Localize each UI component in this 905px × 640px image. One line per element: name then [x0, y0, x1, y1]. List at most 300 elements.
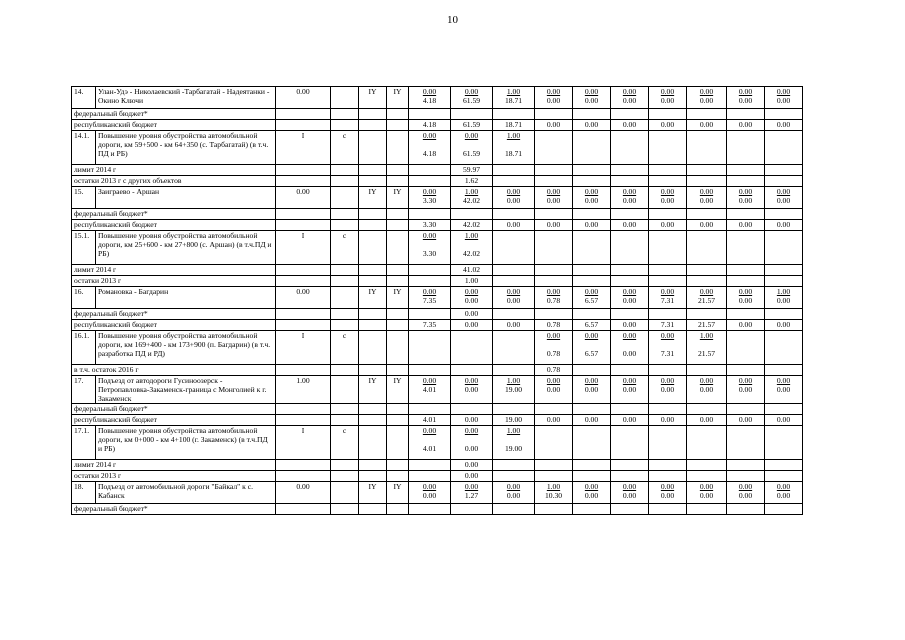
empty-cell	[359, 265, 387, 276]
empty-cell	[387, 426, 409, 460]
republic-budget-value: 0.00	[649, 220, 687, 231]
road-length: 1.00	[276, 376, 331, 404]
value-bottom: 0.00	[506, 196, 521, 205]
empty-cell	[359, 131, 387, 165]
republic-budget-value: 0.00	[727, 220, 765, 231]
empty-cell	[409, 404, 451, 415]
empty-cell	[493, 176, 535, 187]
empty-cell	[727, 404, 765, 415]
empty-cell	[611, 504, 649, 515]
value-bottom: 21.57	[697, 349, 716, 358]
empty-cell	[535, 504, 573, 515]
table-row	[72, 365, 803, 376]
empty-cell	[573, 471, 611, 482]
value-cell	[649, 376, 687, 404]
value-top: 0.00	[660, 331, 675, 340]
republic-budget-value: 0.00	[611, 220, 649, 231]
value-top: 0.00	[506, 287, 521, 296]
table-row	[72, 109, 803, 120]
value-top: 0.00	[622, 482, 637, 491]
table-row	[72, 460, 803, 471]
value-bottom: 4.18	[422, 96, 437, 105]
empty-cell	[611, 365, 649, 376]
category-a: IY	[359, 87, 387, 109]
table-row	[72, 504, 803, 515]
table-row	[72, 176, 803, 187]
subrow-number: 17.1.	[72, 426, 96, 460]
empty-cell	[535, 460, 573, 471]
remainder-label: в т.ч. остаток 2016 г	[72, 365, 276, 376]
republic-budget-value: 0.00	[687, 415, 727, 426]
road-length: 0.00	[276, 87, 331, 109]
value-bottom: 0.00	[699, 96, 714, 105]
empty-cell	[387, 176, 409, 187]
value-cell	[573, 331, 611, 365]
empty-cell	[276, 320, 331, 331]
value-top: 0.00	[738, 287, 753, 296]
value-cell	[765, 287, 803, 309]
value-top: 0.00	[506, 187, 521, 196]
empty-cell	[727, 426, 765, 460]
empty-cell	[331, 504, 359, 515]
republic-budget-value: 6.57	[573, 320, 611, 331]
empty-cell	[359, 309, 387, 320]
category-b: IY	[387, 287, 409, 309]
republic-budget-value: 21.57	[687, 320, 727, 331]
empty-cell	[359, 365, 387, 376]
empty-cell	[387, 131, 409, 165]
empty-cell	[687, 276, 727, 287]
value-cell	[611, 287, 649, 309]
republic-budget-value: 42.02	[451, 220, 493, 231]
republic-budget-value: 18.71	[493, 120, 535, 131]
empty-cell	[409, 209, 451, 220]
empty-cell	[765, 426, 803, 460]
empty-cell	[611, 265, 649, 276]
value-bottom: 6.57	[584, 296, 599, 305]
empty-cell	[359, 426, 387, 460]
republic-budget-value: 0.00	[535, 415, 573, 426]
subrow-type: I	[276, 331, 331, 365]
value-cell	[573, 482, 611, 504]
road-length: 0.00	[276, 287, 331, 309]
value-bottom: 61.59	[462, 96, 481, 105]
value-top: 0.00	[546, 376, 561, 385]
value-cell	[493, 131, 535, 165]
value-bottom: 0.00	[699, 385, 714, 394]
road-name: Заиграево - Аршан	[96, 187, 276, 209]
value-top: 0.00	[699, 376, 714, 385]
table-row	[72, 220, 803, 231]
value-bottom: 0.00	[622, 349, 637, 358]
empty-cell	[409, 331, 451, 365]
value-cell	[573, 187, 611, 209]
empty-cell	[359, 165, 387, 176]
value-bottom: 0.00	[464, 385, 479, 394]
value-cell	[611, 482, 649, 504]
value-bottom: 21.57	[697, 296, 716, 305]
empty-cell	[649, 471, 687, 482]
value-cell	[409, 426, 451, 460]
table-row	[72, 376, 803, 404]
value-bottom: 0.00	[738, 385, 753, 394]
road-name: Подъезд от автодороги Гусиноозерск - Петропавловка-Закаменск-граница с Монголией к г. Закаменск	[96, 376, 276, 404]
category-a: IY	[359, 287, 387, 309]
empty-cell	[649, 276, 687, 287]
empty-cell	[765, 365, 803, 376]
value-bottom: 0.00	[776, 385, 791, 394]
empty-cell	[387, 504, 409, 515]
value-bottom: 4.18	[422, 149, 437, 158]
federal-budget-label: федеральный бюджет*	[72, 209, 276, 220]
republic-budget-value: 0.00	[765, 120, 803, 131]
federal-budget-label: федеральный бюджет*	[72, 109, 276, 120]
empty-cell	[409, 176, 451, 187]
value-top: 1.00	[464, 187, 479, 196]
value-cell	[451, 482, 493, 504]
value-cell	[727, 482, 765, 504]
empty-cell	[765, 309, 803, 320]
row-number: 16.	[72, 287, 96, 309]
empty-cell	[276, 415, 331, 426]
empty-cell	[359, 460, 387, 471]
value-top: 0.00	[584, 376, 599, 385]
value-top: 0.00	[546, 87, 561, 96]
republic-budget-value: 3.30	[409, 220, 451, 231]
empty-cell	[765, 504, 803, 515]
empty-cell	[409, 109, 451, 120]
limit-label: лимит 2014 г	[72, 460, 276, 471]
empty-cell	[727, 331, 765, 365]
value-bottom: 42.02	[462, 249, 481, 258]
empty-cell	[493, 109, 535, 120]
row-number: 18.	[72, 482, 96, 504]
value-cell	[649, 287, 687, 309]
table-row	[72, 287, 803, 309]
limit-value: 59.97	[451, 165, 493, 176]
value-top: 1.00	[776, 287, 791, 296]
value-cell	[451, 87, 493, 109]
value-cell	[765, 187, 803, 209]
value-top: 0.00	[422, 131, 437, 140]
empty-cell	[359, 331, 387, 365]
empty-cell	[331, 415, 359, 426]
empty-cell	[409, 471, 451, 482]
value-bottom: 0.00	[776, 491, 791, 500]
value-top: 0.00	[660, 376, 675, 385]
category-b: IY	[387, 87, 409, 109]
empty-cell	[649, 426, 687, 460]
limit-label: лимит 2014 г	[72, 165, 276, 176]
value-cell	[687, 287, 727, 309]
value-bottom: 0.00	[546, 96, 561, 105]
table-row	[72, 120, 803, 131]
empty-cell	[649, 165, 687, 176]
value-cell	[535, 287, 573, 309]
value-cell	[535, 482, 573, 504]
value-bottom: 3.30	[422, 196, 437, 205]
value-bottom: 4.01	[422, 385, 437, 394]
empty-cell	[535, 165, 573, 176]
value-top: 1.00	[699, 331, 714, 340]
empty-cell	[535, 404, 573, 415]
federal-budget-label: федеральный бюджет*	[72, 309, 276, 320]
empty-cell	[573, 131, 611, 165]
table-row	[72, 471, 803, 482]
republic-budget-value: 0.00	[687, 220, 727, 231]
empty-cell	[765, 265, 803, 276]
subrow-type: I	[276, 131, 331, 165]
empty-cell	[573, 404, 611, 415]
empty-cell	[359, 220, 387, 231]
value-top: 0.00	[776, 187, 791, 196]
value-bottom: 0.00	[660, 385, 675, 394]
table-row	[72, 209, 803, 220]
subrow-type: I	[276, 231, 331, 265]
value-top: 0.00	[660, 287, 675, 296]
empty-cell	[493, 165, 535, 176]
empty-cell	[493, 331, 535, 365]
republic-budget-value: 0.00	[727, 415, 765, 426]
empty-cell	[276, 176, 331, 187]
empty-cell	[276, 120, 331, 131]
value-bottom: 0.00	[660, 491, 675, 500]
empty-cell	[765, 231, 803, 265]
empty-cell	[649, 131, 687, 165]
empty-cell	[359, 504, 387, 515]
empty-cell	[331, 109, 359, 120]
value-cell	[409, 482, 451, 504]
empty-cell	[451, 404, 493, 415]
value-top: 0.00	[546, 187, 561, 196]
empty-cell	[387, 471, 409, 482]
category-b: IY	[387, 187, 409, 209]
empty-cell	[331, 471, 359, 482]
value-cell	[451, 376, 493, 404]
value-cell	[687, 331, 727, 365]
empty-cell	[359, 231, 387, 265]
empty-cell	[573, 460, 611, 471]
value-bottom: 19.00	[504, 385, 523, 394]
empty-cell	[387, 231, 409, 265]
empty-cell	[409, 309, 451, 320]
value-cell	[649, 331, 687, 365]
empty-cell	[387, 365, 409, 376]
empty-cell	[535, 276, 573, 287]
value-cell	[649, 187, 687, 209]
empty-cell	[611, 165, 649, 176]
empty-cell	[331, 276, 359, 287]
empty-cell	[276, 504, 331, 515]
value-cell	[409, 231, 451, 265]
empty-cell	[535, 109, 573, 120]
remainder-value: 1.62	[451, 176, 493, 187]
table-row	[72, 309, 803, 320]
subrow-number: 14.1.	[72, 131, 96, 165]
empty-cell	[331, 176, 359, 187]
empty-cell	[573, 109, 611, 120]
empty-cell	[493, 504, 535, 515]
empty-cell	[765, 165, 803, 176]
empty-cell	[765, 109, 803, 120]
value-bottom: 0.00	[584, 385, 599, 394]
empty-cell	[276, 109, 331, 120]
empty-cell	[387, 404, 409, 415]
empty-cell	[493, 231, 535, 265]
empty-cell	[687, 365, 727, 376]
value-top: 0.00	[738, 187, 753, 196]
republic-budget-value: 0.00	[765, 320, 803, 331]
empty-cell	[573, 504, 611, 515]
empty-cell	[611, 426, 649, 460]
value-bottom: 0.00	[584, 96, 599, 105]
value-top: 0.00	[776, 482, 791, 491]
empty-cell	[387, 165, 409, 176]
subrow-name: Повышение уровня обустройства автомобильной дороги, км 59+500 - км 64+350 (с. Тарбагатай) (в т.ч. ПД и РБ)	[96, 131, 276, 165]
table-row	[72, 131, 803, 165]
empty-cell	[687, 231, 727, 265]
value-bottom: 42.02	[462, 196, 481, 205]
value-cell	[535, 331, 573, 365]
empty-cell	[727, 365, 765, 376]
empty-cell	[687, 109, 727, 120]
republic-budget-label: республиканский бюджет	[72, 120, 276, 131]
road-length: 0.00	[276, 482, 331, 504]
empty-cell	[535, 309, 573, 320]
value-cell	[687, 87, 727, 109]
empty-cell	[493, 265, 535, 276]
value-top: 0.00	[584, 287, 599, 296]
empty-cell	[451, 109, 493, 120]
value-cell	[611, 187, 649, 209]
empty-cell	[687, 426, 727, 460]
limit-value: 0.00	[451, 460, 493, 471]
empty-cell	[331, 287, 359, 309]
value-cell	[493, 482, 535, 504]
empty-cell	[387, 415, 409, 426]
limit-label: лимит 2014 г	[72, 265, 276, 276]
table-row	[72, 265, 803, 276]
value-bottom: 0.00	[738, 96, 753, 105]
value-top: 0.00	[622, 331, 637, 340]
category-a: IY	[359, 187, 387, 209]
remainder-value: 0.00	[451, 471, 493, 482]
empty-cell	[649, 176, 687, 187]
value-top: 1.00	[546, 482, 561, 491]
empty-cell	[409, 265, 451, 276]
table-row	[72, 231, 803, 265]
empty-cell	[727, 109, 765, 120]
value-bottom: 18.71	[504, 96, 523, 105]
value-bottom: 10.30	[544, 491, 563, 500]
value-cell	[611, 87, 649, 109]
table-row	[72, 404, 803, 415]
value-top: 0.00	[464, 482, 479, 491]
value-cell	[649, 87, 687, 109]
empty-cell	[535, 131, 573, 165]
empty-cell	[611, 209, 649, 220]
value-top: 0.00	[546, 287, 561, 296]
remainder-label: остатки 2013 г	[72, 276, 276, 287]
empty-cell	[765, 276, 803, 287]
empty-cell	[611, 176, 649, 187]
row-number: 14.	[72, 87, 96, 109]
value-bottom: 0.00	[546, 196, 561, 205]
value-top: 0.00	[464, 426, 479, 435]
empty-cell	[765, 209, 803, 220]
republic-budget-value: 0.00	[649, 415, 687, 426]
empty-cell	[359, 109, 387, 120]
value-bottom: 3.30	[422, 249, 437, 258]
empty-cell	[727, 209, 765, 220]
value-top: 0.00	[776, 87, 791, 96]
republic-budget-label: республиканский бюджет	[72, 320, 276, 331]
value-bottom: 0.00	[738, 296, 753, 305]
table-row	[72, 426, 803, 460]
republic-budget-value: 4.01	[409, 415, 451, 426]
republic-budget-value: 0.00	[451, 320, 493, 331]
value-bottom: 0.00	[699, 196, 714, 205]
empty-cell	[331, 165, 359, 176]
republic-budget-value: 0.00	[573, 220, 611, 231]
subrow-number: 16.1.	[72, 331, 96, 365]
value-top: 0.00	[660, 482, 675, 491]
empty-cell	[611, 404, 649, 415]
empty-cell	[331, 376, 359, 404]
value-cell	[727, 87, 765, 109]
empty-cell	[493, 365, 535, 376]
republic-budget-value: 7.31	[649, 320, 687, 331]
value-top: 1.00	[464, 231, 479, 240]
road-name: Подъезд от автомобильной дороги "Байкал" к с. Кабанск	[96, 482, 276, 504]
empty-cell	[687, 176, 727, 187]
value-cell	[535, 376, 573, 404]
empty-cell	[765, 131, 803, 165]
empty-cell	[276, 460, 331, 471]
value-bottom: 0.00	[422, 491, 437, 500]
value-bottom: 0.00	[464, 444, 479, 453]
value-bottom: 0.00	[776, 96, 791, 105]
value-top: 0.00	[422, 482, 437, 491]
value-cell	[493, 426, 535, 460]
value-cell	[765, 376, 803, 404]
empty-cell	[387, 220, 409, 231]
empty-cell	[649, 460, 687, 471]
empty-cell	[409, 165, 451, 176]
empty-cell	[331, 320, 359, 331]
value-cell	[649, 482, 687, 504]
value-top: 0.00	[422, 287, 437, 296]
value-top: 0.00	[699, 87, 714, 96]
empty-cell	[276, 220, 331, 231]
remainder-value: 1.00	[451, 276, 493, 287]
empty-cell	[276, 276, 331, 287]
empty-cell	[359, 276, 387, 287]
value-top: 0.00	[506, 482, 521, 491]
republic-budget-value: 0.00	[765, 220, 803, 231]
republic-budget-value: 0.00	[611, 415, 649, 426]
subrow-name: Повышение уровня обустройства автомобильной дороги, км 25+600 - км 27+800 (с. Аршан) (в т.ч.ПД и РБ)	[96, 231, 276, 265]
table-row	[72, 320, 803, 331]
value-cell	[493, 287, 535, 309]
empty-cell	[331, 482, 359, 504]
value-top: 0.00	[776, 376, 791, 385]
empty-cell	[451, 209, 493, 220]
value-bottom: 0.00	[622, 296, 637, 305]
value-top: 0.00	[738, 482, 753, 491]
value-top: 0.00	[422, 231, 437, 240]
empty-cell	[573, 426, 611, 460]
